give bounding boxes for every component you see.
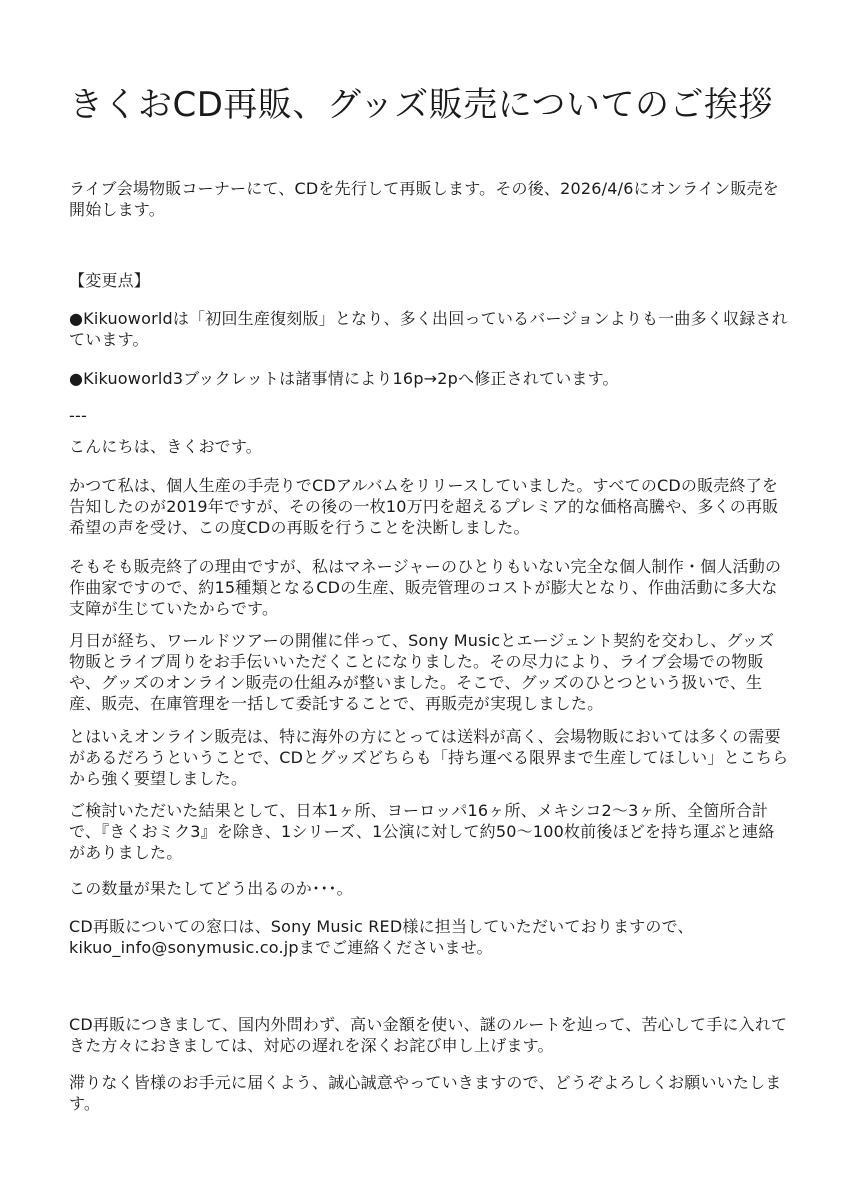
- separator: ---: [69, 406, 87, 425]
- change-item-2: ●Kikuoworld3ブックレットは諸事情により16p→2pへ修正されています。: [69, 369, 619, 388]
- page-title: きくおCD再販、グッズ販売についてのご挨拶: [69, 85, 774, 125]
- closing-paragraph-2: 滞りなく皆様のお手元に届くよう、誠心誠意やっていきますので、どうぞよろしくお願いいたします。: [69, 1073, 782, 1113]
- body-paragraph-1: かつて私は、個人生産の手売りでCDアルバムをリリースしていました。すべてのCDの販売終了を告知したのが2019年ですが、その後の一枚10万円を超えるプレミア的な価格高騰や、多くの再販希望の声を受け、この度CDの再販を行うことを決断しました。: [69, 476, 779, 537]
- contact-paragraph: CD再販についての窓口は、Sony Music RED様に担当していただいておりますので、kikuo_info@sonymusic.co.jpまでご連絡くださいませ。: [69, 917, 694, 957]
- body-paragraph-3: 月日が経ち、ワールドツアーの開催に伴って、Sony Musicとエージェント契約を交わし、グッズ物販とライブ周りをお手伝いいただくことになりました。その尽力により、ライブ会場での物販や、グッズのオンライン販売の仕組みが整いました。そこで、グッズのひとつという扱いで、生産、販売、在庫管理を一括して委託することで、再販売が実現しました。: [69, 631, 775, 713]
- intro-paragraph: ライブ会場物販コーナーにて、CDを先行して再販します。その後、2026/4/6にオンライン販売を開始します。: [69, 179, 779, 219]
- changes-heading: 【変更点】: [69, 271, 151, 290]
- greeting: こんにちは、きくおです。: [69, 437, 262, 456]
- body-paragraph-6: この数量が果たしてどう出るのか･･･。: [69, 879, 353, 898]
- closing-paragraph-1: CD再販につきまして、国内外問わず、高い金額を使い、謎のルートを辿って、苦心して手に入れてきた方々におきましては、対応の遅れを深くお詫び申し上げます。: [69, 1015, 788, 1055]
- body-paragraph-2: そもそも販売終了の理由ですが、私はマネージャーのひとりもいない完全な個人制作・個人活動の作曲家ですので、約15種類となるCDの生産、販売管理のコストが膨大となり、作曲活動に多大な支障が生じていたからです。: [69, 557, 782, 618]
- body-paragraph-5: ご検討いただいた結果として、日本1ヶ所、ヨーロッパ16ヶ所、メキシコ2〜3ヶ所、全箇所合計で、『きくおミク3』を除き、1シリーズ、1公演に対して約50〜100枚前後ほどを持ち運ぶと連絡がありました。: [69, 801, 775, 862]
- body-paragraph-4: とはいえオンライン販売は、特に海外の方にとっては送料が高く、会場物販においては多くの需要があるだろうということで、CDとグッズどちらも「持ち運べる限界まで生産してほしい」とこちらから強く要望しました。: [69, 727, 789, 788]
- change-item-1: ●Kikuoworldは「初回生産復刻版」となり、多く出回っているバージョンよりも一曲多く収録されています。: [69, 309, 788, 349]
